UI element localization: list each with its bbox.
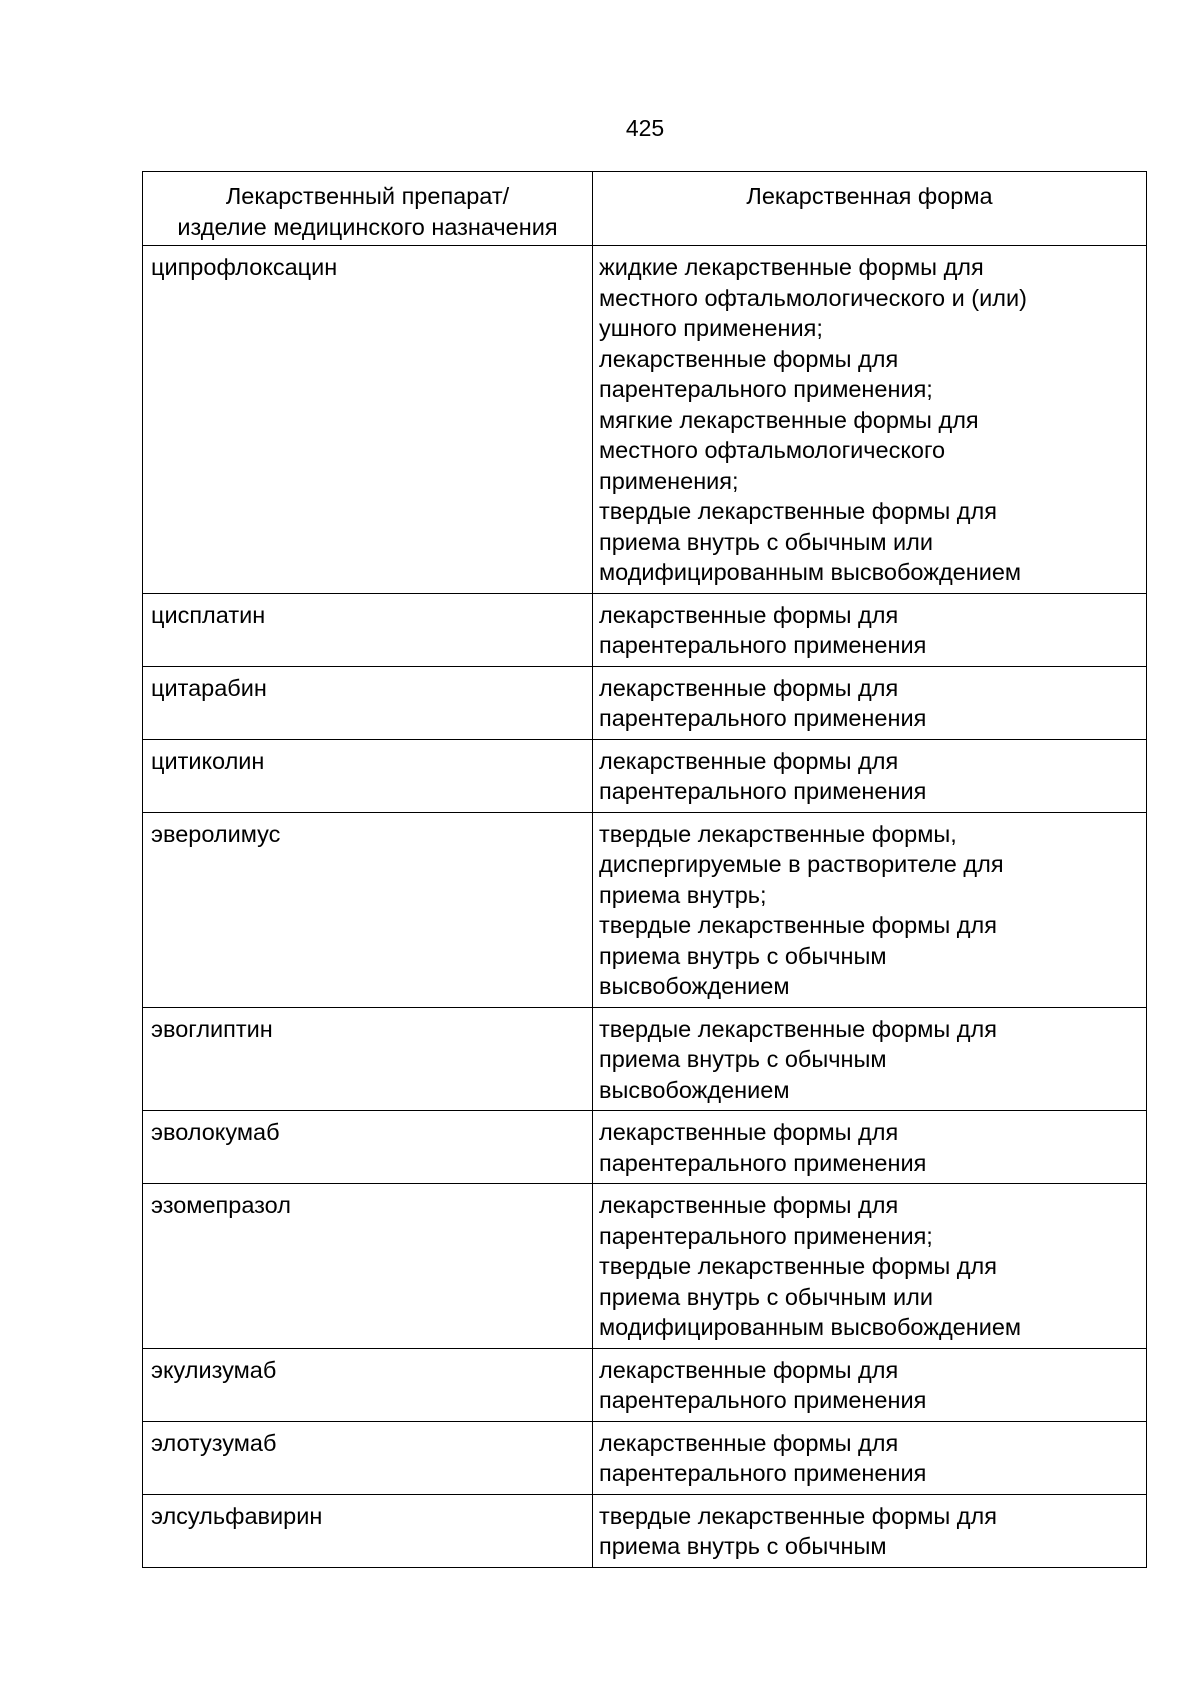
form-line: твердые лекарственные формы для: [599, 912, 997, 938]
form-cell: [593, 739, 1147, 812]
form-line: местного офтальмологического: [599, 437, 946, 463]
form-line: парентерального применения;: [599, 376, 933, 402]
form-line: приема внутрь с обычным: [599, 1046, 887, 1072]
form-line: жидкие лекарственные формы для: [599, 254, 984, 280]
form-cell: [593, 1494, 1147, 1567]
drug-cell: экулизумаб: [143, 1348, 593, 1421]
form-line: приема внутрь с обычным или: [599, 528, 934, 555]
drug-cell: ципрофлоксацин: [143, 246, 593, 594]
form-line: лекарственные формы для: [599, 1429, 899, 1456]
form-line: применения;: [599, 467, 739, 494]
table-header-row: [143, 172, 1147, 246]
form-line: высвобождением: [599, 973, 790, 999]
form-cell: [593, 812, 1147, 1007]
table-row: [143, 1184, 1147, 1349]
table-body: [143, 246, 1147, 1568]
form-cell: [593, 1184, 1147, 1349]
table-row: [143, 1348, 1147, 1421]
form-line: приема внутрь с обычным: [599, 942, 887, 969]
drug-cell: цитиколин: [143, 739, 593, 812]
drug-cell: цитарабин: [143, 666, 593, 739]
form-line: твердые лекарственные формы для: [599, 1015, 997, 1042]
form-line: парентерального применения: [599, 632, 927, 658]
table-row: [143, 666, 1147, 739]
form-line: лекарственные формы для: [599, 747, 899, 774]
form-line: высвобождением: [599, 1076, 790, 1103]
form-line: лекарственные формы для: [599, 1119, 899, 1145]
form-line: твердые лекарственные формы для: [599, 1502, 997, 1529]
form-line: парентерального применения: [599, 705, 927, 731]
table-row: [143, 1421, 1147, 1494]
drug-cell: элотузумаб: [143, 1421, 593, 1494]
form-cell: [593, 593, 1147, 666]
form-line: парентерального применения: [599, 778, 927, 804]
table-row: [143, 246, 1147, 594]
drug-cell: эвоглиптин: [143, 1007, 593, 1111]
form-cell: [593, 666, 1147, 739]
form-line: лекарственные формы для: [599, 345, 899, 372]
table-row: [143, 812, 1147, 1007]
form-line: лекарственные формы для: [599, 1192, 899, 1218]
table-row: [143, 739, 1147, 812]
form-line: лекарственные формы для: [599, 674, 899, 701]
drug-table: [142, 171, 1147, 1568]
table-row: [143, 593, 1147, 666]
page-number: 425: [625, 115, 665, 141]
form-cell: [593, 1007, 1147, 1111]
form-line: приема внутрь с обычным или: [599, 1283, 934, 1310]
form-line: твердые лекарственные формы,: [599, 820, 957, 847]
header-line: Лекарственный препарат/: [225, 183, 510, 209]
form-line: парентерального применения;: [599, 1222, 933, 1249]
form-line: твердые лекарственные формы для: [599, 498, 997, 524]
form-line: диспергируемые в растворителе для: [599, 851, 1004, 877]
form-line: приема внутрь;: [599, 881, 767, 908]
form-line: модифицированным высвобождением: [599, 559, 1022, 585]
drug-cell: эволокумаб: [143, 1111, 593, 1184]
form-line: приема внутрь с обычным: [599, 1533, 887, 1559]
form-line: парентерального применения: [599, 1149, 927, 1176]
form-cell: [593, 1421, 1147, 1494]
form-line: модифицированным высвобождением: [599, 1314, 1022, 1340]
form-cell: [593, 246, 1147, 594]
form-cell: [593, 1348, 1147, 1421]
drug-cell: цисплатин: [143, 593, 593, 666]
header-line: изделие медицинского назначения: [177, 213, 558, 240]
form-line: мягкие лекарственные формы для: [599, 406, 979, 433]
form-line: парентерального применения: [599, 1460, 927, 1486]
drug-cell: эзомепразол: [143, 1184, 593, 1349]
form-line: лекарственные формы для: [599, 601, 899, 628]
form-cell: [593, 1111, 1147, 1184]
header-drug: [143, 172, 593, 246]
header-line: Лекарственная форма: [746, 183, 993, 209]
table-row: [143, 1007, 1147, 1111]
form-line: твердые лекарственные формы для: [599, 1253, 997, 1279]
drug-cell: эверолимус: [143, 812, 593, 1007]
header-form: [593, 172, 1147, 246]
table-row: [143, 1111, 1147, 1184]
drug-cell: элсульфавирин: [143, 1494, 593, 1567]
form-line: парентерального применения: [599, 1387, 927, 1413]
form-line: ушного применения;: [599, 315, 823, 341]
table-row: [143, 1494, 1147, 1567]
form-line: местного офтальмологического и (или): [599, 284, 1027, 311]
form-line: лекарственные формы для: [599, 1356, 899, 1383]
